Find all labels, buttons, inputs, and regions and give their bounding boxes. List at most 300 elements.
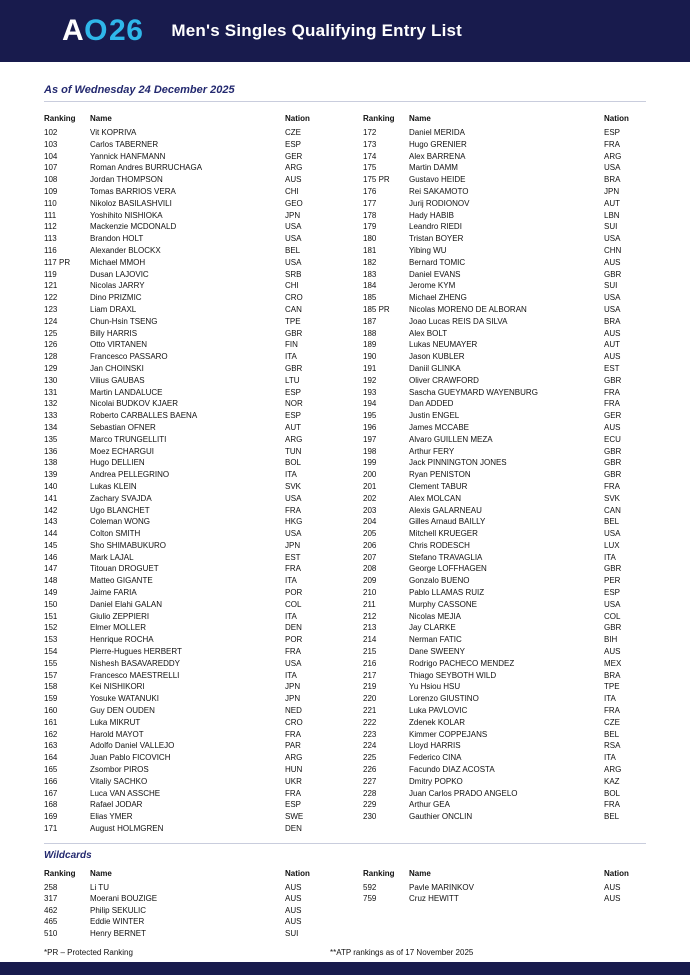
cell-rank: 209 xyxy=(363,576,377,586)
cell-name: Gonzalo BUENO xyxy=(409,576,470,586)
cell-name: Vitaliy SACHKO xyxy=(90,776,148,786)
cell-name: Cruz HEWITT xyxy=(409,894,459,904)
cell-rank: 143 xyxy=(44,517,58,527)
cell-name: Li TU xyxy=(90,882,109,892)
cell-name: Michael ZHENG xyxy=(409,293,467,303)
cell-rank: 168 xyxy=(44,800,58,810)
cell-rank: 129 xyxy=(44,363,58,373)
cell-nation: NED xyxy=(285,706,302,716)
cell-nation: GBR xyxy=(604,623,622,633)
cell-rank: 163 xyxy=(44,741,58,751)
table-row xyxy=(363,764,646,776)
table-row xyxy=(363,174,646,186)
cell-name: Yannick HANFMANN xyxy=(90,151,166,161)
cell-nation: BEL xyxy=(285,245,301,255)
cell-rank: 139 xyxy=(44,470,58,480)
cell-rank: 104 xyxy=(44,151,58,161)
cell-nation: ESP xyxy=(285,411,302,421)
cell-nation: JPN xyxy=(604,186,620,196)
cell-rank: 203 xyxy=(363,505,377,515)
cell-rank: 160 xyxy=(44,706,58,716)
table-row xyxy=(44,681,327,693)
table-row xyxy=(44,505,327,517)
cell-name: Jerome KYM xyxy=(409,281,456,291)
cell-name: Pablo LLAMAS RUIZ xyxy=(409,588,485,598)
table-row xyxy=(363,799,646,811)
cell-nation: FRA xyxy=(285,564,301,574)
header-bar xyxy=(0,0,690,62)
wildcards-column-right xyxy=(363,867,646,940)
cell-rank: 219 xyxy=(363,682,377,692)
cell-name: Hugo GRENIER xyxy=(409,139,467,149)
table-row xyxy=(363,398,646,410)
cell-name: Dmitry POPKO xyxy=(409,776,463,786)
cell-nation: AUS xyxy=(604,882,621,892)
cell-rank: 117 PR xyxy=(44,257,71,267)
cell-rank: 199 xyxy=(363,458,377,468)
cell-rank: 230 xyxy=(363,812,377,822)
cell-nation: ITA xyxy=(285,611,297,621)
cell-nation: ESP xyxy=(604,588,621,598)
cell-rank: 154 xyxy=(44,647,58,657)
cell-name: Jordan THOMPSON xyxy=(90,175,163,185)
cell-rank: 121 xyxy=(44,281,58,291)
cell-rank: 206 xyxy=(363,540,377,550)
cell-nation: ITA xyxy=(285,670,297,680)
cell-rank: 134 xyxy=(44,422,58,432)
cell-nation: ARG xyxy=(285,434,303,444)
cell-rank: 185 xyxy=(363,293,377,303)
cell-rank: 176 xyxy=(363,186,377,196)
cell-rank: 132 xyxy=(44,399,58,409)
cell-nation: USA xyxy=(285,658,302,668)
cell-name: Alexander BLOCKX xyxy=(90,245,161,255)
table-row xyxy=(363,788,646,800)
cell-nation: USA xyxy=(604,163,621,173)
table-row xyxy=(44,316,327,328)
cell-nation: FRA xyxy=(604,139,620,149)
cell-nation: AUS xyxy=(285,905,302,915)
cell-nation: CZE xyxy=(285,128,301,137)
cell-rank: 147 xyxy=(44,564,58,574)
cell-rank: 210 xyxy=(363,588,377,598)
table-row xyxy=(44,422,327,434)
table-row xyxy=(363,493,646,505)
table-row xyxy=(363,339,646,351)
cell-name: Moerani BOUZIGE xyxy=(90,894,158,904)
cell-nation: EST xyxy=(285,552,301,562)
cell-nation: DEN xyxy=(285,824,302,834)
cell-name: Jay CLARKE xyxy=(409,623,456,633)
cell-nation: COL xyxy=(285,599,302,609)
cell-name: Rodrigo PACHECO MENDEZ xyxy=(409,658,515,668)
cell-nation: TPE xyxy=(604,682,620,692)
cell-name: Yibing WU xyxy=(409,245,447,255)
cell-nation: ITA xyxy=(604,694,616,704)
table-row xyxy=(44,516,327,528)
cell-name: Facundo DIAZ ACOSTA xyxy=(409,765,495,775)
table-row xyxy=(363,410,646,422)
cell-name: Chun-Hsin TSENG xyxy=(90,316,158,326)
cell-rank: 759 xyxy=(363,894,377,904)
cell-name: George LOFFHAGEN xyxy=(409,564,487,574)
cell-name: Arthur FERY xyxy=(409,446,455,456)
table-row xyxy=(44,198,327,210)
cell-name: Kei NISHIKORI xyxy=(90,682,145,692)
table-row xyxy=(363,387,646,399)
cell-rank: 462 xyxy=(44,905,58,915)
cell-nation: NOR xyxy=(285,399,303,409)
footnote-atp-rankings: **ATP rankings as of 17 November 2025 xyxy=(330,948,474,957)
table-row xyxy=(363,516,646,528)
column-header-name: Name xyxy=(409,114,431,123)
table-row xyxy=(363,740,646,752)
table-row xyxy=(363,221,646,233)
cell-nation: USA xyxy=(285,493,302,503)
cell-rank: 217 xyxy=(363,670,377,680)
cell-rank: 220 xyxy=(363,694,377,704)
cell-rank: 125 xyxy=(44,328,58,338)
cell-nation: UKR xyxy=(285,776,302,786)
cell-name: Francesco PASSARO xyxy=(90,352,168,362)
table-row xyxy=(44,269,327,281)
table-row xyxy=(44,280,327,292)
cell-rank: 175 xyxy=(363,163,377,173)
cell-nation: SVK xyxy=(604,493,621,503)
cell-rank: 211 xyxy=(363,599,376,609)
cell-rank: 214 xyxy=(363,635,377,645)
table-row xyxy=(44,552,327,564)
cell-rank: 213 xyxy=(363,623,377,633)
cell-nation: GBR xyxy=(604,375,622,385)
cell-nation: SUI xyxy=(604,281,618,291)
table-row xyxy=(363,210,646,222)
cell-nation: PAR xyxy=(285,741,301,751)
cell-nation: AUT xyxy=(285,422,301,432)
cell-nation: ITA xyxy=(285,576,297,586)
table-row xyxy=(363,658,646,670)
table-row xyxy=(363,893,646,905)
cell-nation: EST xyxy=(604,363,620,373)
table-row xyxy=(44,729,327,741)
table-row xyxy=(44,162,327,174)
cell-nation: AUS xyxy=(604,894,621,904)
cell-name: Daniel MERIDA xyxy=(409,128,466,137)
cell-name: Dane SWEENY xyxy=(409,647,466,657)
table-row xyxy=(44,127,327,139)
table-row xyxy=(44,446,327,458)
cell-name: Nicolai BUDKOV KJAER xyxy=(90,399,179,409)
cell-name: Yoshihito NISHIOKA xyxy=(90,210,163,220)
cell-name: Moez ECHARGUI xyxy=(90,446,155,456)
column-header-nation: Nation xyxy=(285,114,310,123)
cell-nation: AUS xyxy=(604,647,621,657)
table-body xyxy=(363,882,646,905)
cell-nation: FRA xyxy=(604,481,620,491)
cell-rank: 111 xyxy=(44,210,57,220)
table-row xyxy=(44,752,327,764)
table-row xyxy=(44,387,327,399)
table-row xyxy=(44,493,327,505)
cell-nation: FIN xyxy=(285,340,298,350)
cell-rank: 138 xyxy=(44,458,58,468)
cell-name: Henry BERNET xyxy=(90,928,147,938)
cell-rank: 161 xyxy=(44,717,58,727)
cell-rank: 182 xyxy=(363,257,377,267)
cell-nation: ARG xyxy=(285,753,303,763)
cell-nation: USA xyxy=(285,222,302,232)
cell-nation: FRA xyxy=(604,706,620,716)
table-row xyxy=(44,634,327,646)
cell-name: Alex BOLT xyxy=(409,328,448,338)
cell-name: Nikoloz BASILASHVILI xyxy=(90,198,172,208)
table-row xyxy=(44,257,327,269)
cell-rank: 191 xyxy=(363,363,377,373)
cell-name: Brandon HOLT xyxy=(90,234,144,244)
cell-rank: 128 xyxy=(44,352,58,362)
cell-rank: 195 xyxy=(363,411,377,421)
table-row xyxy=(44,622,327,634)
cell-rank: 193 xyxy=(363,387,377,397)
cell-nation: COL xyxy=(604,611,621,621)
cell-name: Gauthier ONCLIN xyxy=(409,812,473,822)
table-row xyxy=(363,505,646,517)
table-row xyxy=(44,823,327,835)
wildcards-column-left xyxy=(44,867,327,940)
cell-rank: 180 xyxy=(363,234,377,244)
table-row xyxy=(363,646,646,658)
cell-rank: 212 xyxy=(363,611,377,621)
cell-name: Dan ADDED xyxy=(409,399,454,409)
table-row xyxy=(363,233,646,245)
cell-rank: 181 xyxy=(363,245,377,255)
cell-name: Carlos TABERNER xyxy=(90,139,159,149)
cell-nation: ITA xyxy=(604,552,616,562)
column-header-nation: Nation xyxy=(604,114,629,123)
cell-name: Lloyd HARRIS xyxy=(409,741,461,751)
cell-nation: BEL xyxy=(604,729,620,739)
cell-name: Hady HABIB xyxy=(409,210,454,220)
cell-rank: 225 xyxy=(363,753,377,763)
table-header xyxy=(44,112,327,127)
table-row xyxy=(44,328,327,340)
cell-name: Michael MMOH xyxy=(90,257,146,267)
table-row xyxy=(363,304,646,316)
cell-rank: 166 xyxy=(44,776,58,786)
cell-name: Ugo BLANCHET xyxy=(90,505,150,515)
cell-rank: 200 xyxy=(363,470,377,480)
footnote-protected-ranking: *PR – Protected Ranking xyxy=(44,948,133,957)
cell-rank: 135 xyxy=(44,434,58,444)
cell-rank: 110 xyxy=(44,198,57,208)
cell-nation: RSA xyxy=(604,741,621,751)
table-row xyxy=(44,469,327,481)
table-row xyxy=(363,882,646,894)
cell-name: Yu Hsiou HSU xyxy=(409,682,461,692)
table-row xyxy=(44,928,327,940)
column-header-name: Name xyxy=(90,868,112,878)
cell-name: Andrea PELLEGRINO xyxy=(90,470,170,480)
cell-name: Juan Pablo FICOVICH xyxy=(90,753,171,763)
table-row xyxy=(363,599,646,611)
table-row xyxy=(363,186,646,198)
cell-rank: 151 xyxy=(44,611,58,621)
cell-rank: 131 xyxy=(44,387,58,397)
cell-name: Pierre-Hugues HERBERT xyxy=(90,647,182,657)
cell-rank: 194 xyxy=(363,399,377,409)
table-row xyxy=(44,882,327,894)
cell-rank: 119 xyxy=(44,269,57,279)
cell-nation: ARG xyxy=(604,765,622,775)
cell-rank: 178 xyxy=(363,210,377,220)
cell-name: Zsombor PIROS xyxy=(90,765,149,775)
cell-rank: 140 xyxy=(44,481,58,491)
table-row xyxy=(44,457,327,469)
table-row xyxy=(44,139,327,151)
cell-name: Luca VAN ASSCHE xyxy=(90,788,161,798)
table-row xyxy=(363,481,646,493)
table-row xyxy=(363,752,646,764)
cell-name: Luka MIKRUT xyxy=(90,717,141,727)
cell-nation: HKG xyxy=(285,517,303,527)
cell-rank: 183 xyxy=(363,269,377,279)
cell-nation: ECU xyxy=(604,434,621,444)
cell-rank: 192 xyxy=(363,375,377,385)
cell-rank: 159 xyxy=(44,694,58,704)
main-entry-list xyxy=(44,112,646,835)
cell-name: Ryan PENISTON xyxy=(409,470,471,480)
cell-nation: TPE xyxy=(285,316,301,326)
cell-rank: 126 xyxy=(44,340,58,350)
cell-rank: 510 xyxy=(44,928,58,938)
cell-name: Jason KUBLER xyxy=(409,352,465,362)
cell-name: Alex MOLCAN xyxy=(409,493,462,503)
cell-name: Dino PRIZMIC xyxy=(90,293,142,303)
cell-rank: 164 xyxy=(44,753,58,763)
cell-nation: USA xyxy=(604,304,621,314)
cell-rank: 221 xyxy=(363,706,377,716)
table-row xyxy=(363,552,646,564)
cell-rank: 102 xyxy=(44,128,58,137)
cell-nation: JPN xyxy=(285,540,301,550)
cell-name: Yosuke WATANUKI xyxy=(90,694,159,704)
cell-rank: 205 xyxy=(363,529,377,539)
cell-nation: SRB xyxy=(285,269,302,279)
table-body xyxy=(363,127,646,823)
cell-nation: SUI xyxy=(285,928,299,938)
column-header-name: Name xyxy=(90,114,112,123)
table-row xyxy=(363,280,646,292)
cell-name: Martin LANDALUCE xyxy=(90,387,163,397)
cell-nation: BIH xyxy=(604,635,618,645)
cell-name: Mackenzie MCDONALD xyxy=(90,222,177,232)
cell-name: Jaime FARIA xyxy=(90,588,137,598)
footer-bar xyxy=(0,962,690,975)
table-row xyxy=(363,151,646,163)
cell-nation: CAN xyxy=(604,505,621,515)
table-row xyxy=(44,670,327,682)
cell-name: Adolfo Daniel VALLEJO xyxy=(90,741,175,751)
cell-rank: 158 xyxy=(44,682,58,692)
table-row xyxy=(363,540,646,552)
cell-rank: 197 xyxy=(363,434,377,444)
column-header-ranking: Ranking xyxy=(363,114,395,123)
table-row xyxy=(363,351,646,363)
column-header-nation: Nation xyxy=(604,868,629,878)
cell-name: Otto VIRTANEN xyxy=(90,340,148,350)
cell-rank: 222 xyxy=(363,717,377,727)
cell-nation: FRA xyxy=(285,647,301,657)
cell-nation: BRA xyxy=(604,670,621,680)
cell-nation: PER xyxy=(604,576,621,586)
cell-rank: 130 xyxy=(44,375,58,385)
cell-nation: JPN xyxy=(285,210,301,220)
cell-name: Thiago SEYBOTH WILD xyxy=(409,670,497,680)
cell-rank: 112 xyxy=(44,222,57,232)
table-row xyxy=(44,151,327,163)
cell-rank: 141 xyxy=(44,493,58,503)
table-row xyxy=(363,162,646,174)
cell-name: Vit KOPRIVA xyxy=(90,128,137,137)
table-row xyxy=(363,457,646,469)
cell-name: Rafael JODAR xyxy=(90,800,143,810)
cell-rank: 136 xyxy=(44,446,58,456)
cell-name: Alex BARRENA xyxy=(409,151,466,161)
logo-year: 26 xyxy=(109,14,144,47)
table-row xyxy=(363,469,646,481)
cell-nation: FRA xyxy=(604,800,620,810)
cell-name: Marco TRUNGELLITI xyxy=(90,434,167,444)
table-row xyxy=(44,410,327,422)
cell-rank: 465 xyxy=(44,917,58,927)
cell-name: Hugo DELLIEN xyxy=(90,458,145,468)
table-row xyxy=(363,611,646,623)
table-row xyxy=(44,375,327,387)
logo-letter-a: A xyxy=(62,14,85,47)
cell-rank: 185 PR xyxy=(363,304,390,314)
table-row xyxy=(363,634,646,646)
cell-name: Bernard TOMIC xyxy=(409,257,466,267)
table-row xyxy=(363,776,646,788)
table-row xyxy=(363,575,646,587)
cell-nation: USA xyxy=(285,257,302,267)
cell-name: Luka PAVLOVIC xyxy=(409,706,468,716)
cell-nation: AUS xyxy=(285,882,302,892)
cell-name: Colton SMITH xyxy=(90,529,141,539)
cell-nation: BRA xyxy=(604,316,621,326)
cell-name: Jack PINNINGTON JONES xyxy=(409,458,507,468)
cell-rank: 116 xyxy=(44,245,57,255)
cell-nation: AUS xyxy=(604,352,621,362)
table-row xyxy=(44,717,327,729)
cell-rank: 202 xyxy=(363,493,377,503)
column-header-ranking: Ranking xyxy=(363,868,395,878)
cell-rank: 149 xyxy=(44,588,58,598)
cell-nation: ITA xyxy=(285,470,297,480)
cell-nation: POR xyxy=(285,588,303,598)
table-row xyxy=(44,434,327,446)
table-row xyxy=(44,540,327,552)
logo-letter-o: O xyxy=(84,14,109,47)
cell-rank: 148 xyxy=(44,576,58,586)
table-row xyxy=(44,304,327,316)
cell-nation: USA xyxy=(285,529,302,539)
cell-rank: 223 xyxy=(363,729,377,739)
cell-name: Matteo GIGANTE xyxy=(90,576,153,586)
table-row xyxy=(44,693,327,705)
cell-rank: 133 xyxy=(44,411,58,421)
cell-name: Dusan LAJOVIC xyxy=(90,269,149,279)
